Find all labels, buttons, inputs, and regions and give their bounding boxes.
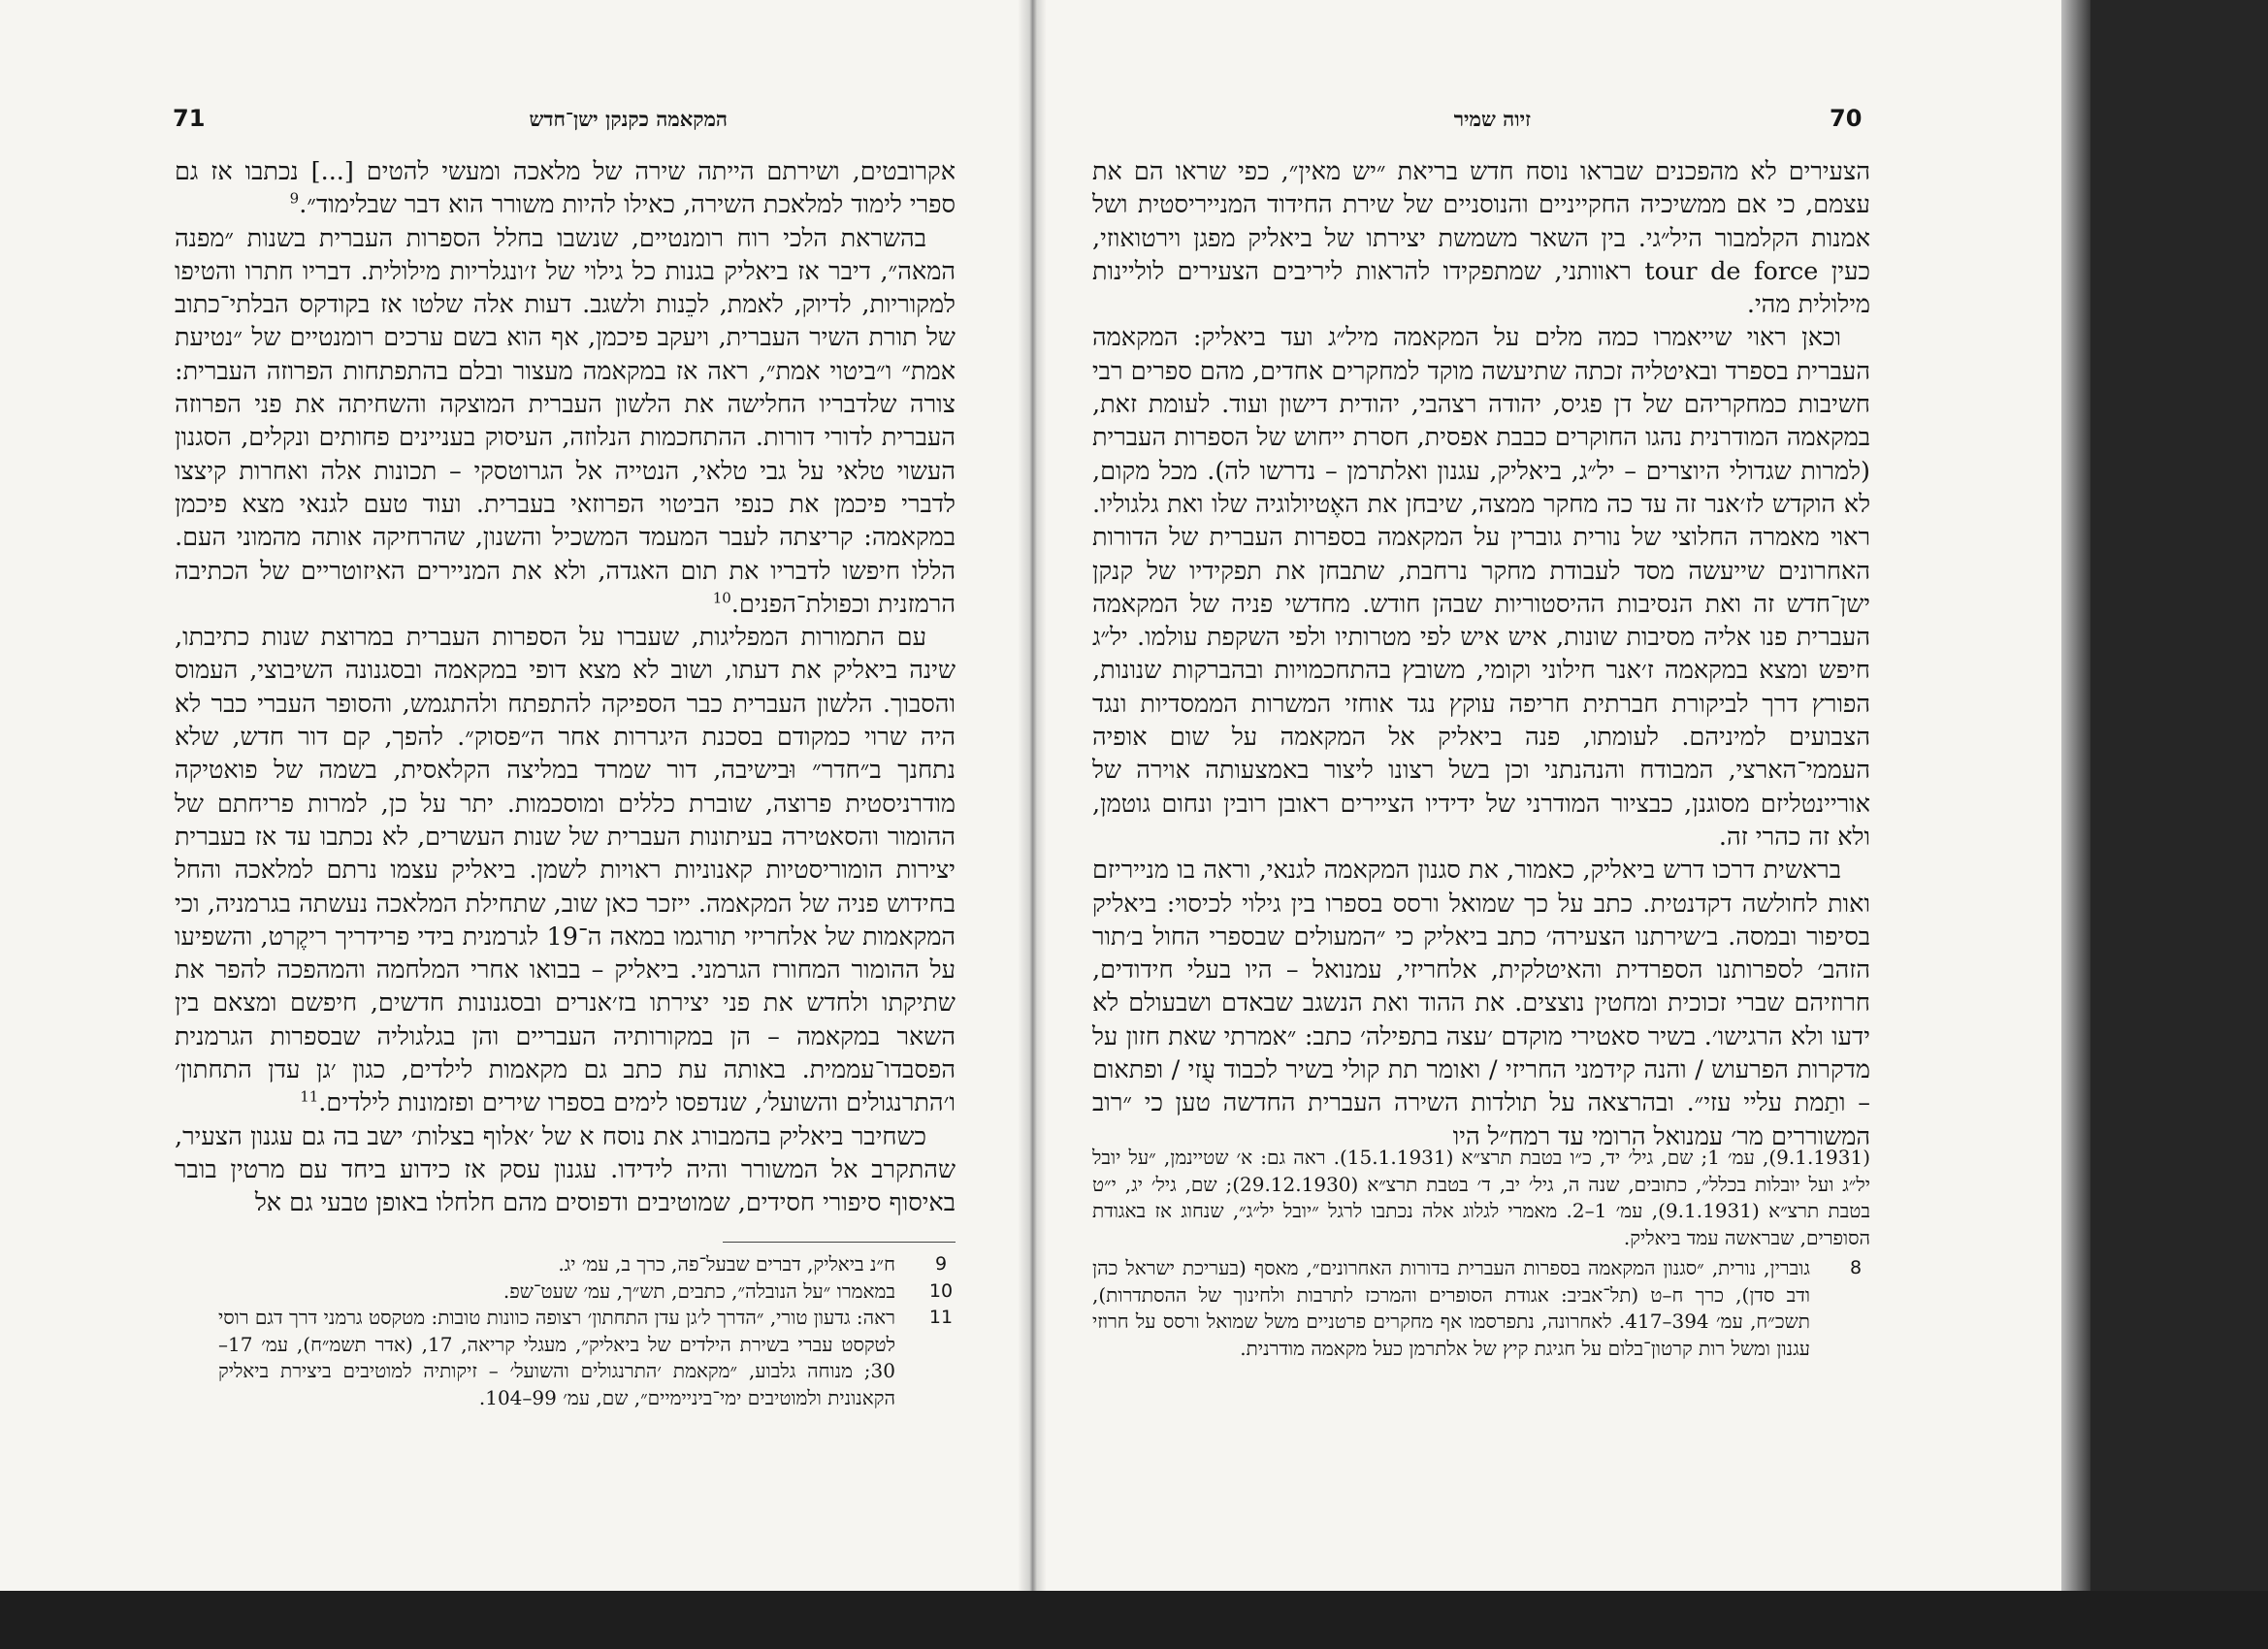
footnote-rule [723,1242,956,1243]
footnote-ref: 11 [300,1087,319,1106]
left-footnotes [218,1251,956,1421]
paragraph: כשחיבר ביאליק בהמבורג את נוסח א של ׳אלוף בצלות׳ ישב בה גם עגנון הצעיר, שהתקרב אל המשורר והיה לידידו. עגנון עסק אז כידוע ביחד עם מרטין בובר באיסוף סיפורי חסידים, שמוטיבים ודפוסים מהם חלחלו באופן טבעי גם אל [175,1121,956,1218]
footnote: 9 ח״נ ביאליק, דברים שבעל־פה, כרך ב, עמ׳ יג. [558,1252,948,1276]
scanner-edge [2061,0,2268,1591]
scanner-bottom-band [0,1591,2268,1649]
right-footnotes [1092,1145,1870,1426]
right-page [1046,0,2061,1591]
running-title: זיוה שמיר [1453,107,1531,131]
page-number: 70 [1830,105,1863,132]
footnote: 8 גוברין, נורית, ״סגנון המקאמה בספרות העברית בדורות האחרונים״, מאסף (בעריכת ישראל כהן ודב סדן), כרך ח–ט (תל־אביב: אגודת הסופרים והמרכז לתרבות ולחינוך של ההסתדרות), תשכ״ח, עמ׳ 394–417. לאחרונה, נתפרסמו אף מחקרים פרטניים משל שמואל ורסס על חרוזי עגנון ומשל רות קרטון־בלום על חגיגת קיץ של אלתרמן כעל מקאמה מודרנית. [1092,1256,1863,1360]
page-number: 71 [173,105,206,132]
left-page [0,0,1019,1591]
paragraph: בראשית דרכו דרש ביאליק, כאמור, את סגנון המקאמה לגנאי, וראה בו מנייריזם ואות לחולשה דקדנטית. כתב על כך שמואל ורסס בספרו בין גילוי לכיסוי: ביאליק בסיפור ובמסה. ב׳שירתנו הצעירה׳ כתב ביאליק כי ״המעולים שבספרי החול ב׳תור הזהב׳ לספרותנו הספרדית והאיטלקית, אלחריזי, עמנואל – היו בעלי חידודים, חרוזיהם שברי זכוכית ומחטין נוצצים. את ההוד ואת הנשגב שבאדם ושבעולם לא ידעו ולא הרגישו׳. בשיר סאטירי מוקדם ׳עצה בתפילה׳ כתב: ״אמרתי שאת חזון על מדקרות הפרעוש / והנה קידמני החריזי / ואומר תת קולי בשיר לכבוד עֻזי / ופתאום – ותַמת עליי עזי״. ובהרצאה על תולדות השירה העברית החדשה טען כי ״רוב המשוררים מר׳ עמנואל הרומי עד רמח״ל היו [1092,856,1870,1151]
footnote-ref: 10 [712,589,731,607]
footnote: 11 ראה: גדעון טורי, ״הדרך ל׳גן עדן התחתון׳ רצופה כוונות טובות: מטקסט גרמני דרך דגם רוסי לטקסט עברי בשירת הילדים של ביאליק״, מעגלי קריאה, 17, (אדר תשמ״ח), עמ׳ 17–30; מנוחה גלבוע, ״מקאמת ׳התרנגולים והשועל׳ – זיקותיה למוטיבים ביצירת ביאליק הקאנונית ולמוטיבים ימי־ביניימיים״, שם, עמ׳ 99–104. [218,1306,954,1409]
book-gutter [1019,0,1046,1591]
footnote-ref: 9 [289,189,300,208]
paragraph: אקרובטים, ושירתם הייתה שירה של מלאכה ומעשי להטים [...] נכתבו אז גם ספרי לימוד למלאכת השירה, כאילו להיות משורר הוא דבר שבלימוד״.$^9$ [175,157,956,220]
footnote-continuation: (9.1.1931), עמ׳ 1; שם, גיל׳ יד, כ״ו בטבת תרצ״א (15.1.1931). ראה גם: א׳ שטיינמן, ״על יובל יל״ג ועל יובלות בכלל״, כתובים, שנה ה, גיל׳ יב, ד׳ בטבת תרצ״א (29.12.1930); שם, גיל׳ יג, י״ט בטבת תרצ״א (9.1.1931), עמ׳ 1–2. מאמרי לגלוג אלה נכתבו לרגל ״יובל יל״ג״, שנחוג אז באגודת הסופרים, שבראשה עמד ביאליק. [1092,1146,1871,1249]
footnote: 10 במאמרו ״על הנובלה״, כתבים, תש״ך, עמ׳ שעט־שפ. [502,1278,954,1303]
left-body-text [175,155,956,1222]
running-title: המקאמה כקנקן ישן־חדש [529,107,728,131]
paragraph: הצעירים לא מהפכנים שבראו נוסח חדש בריאת ״יש מאין״, כפי שראו הם את עצמם, כי אם ממשיכיה החקייניים והנוסניים של שירת החידוד המנייריסטית ושל אמנות הקלמבור היל״גי. בין השאר משמשת יצירתו של ביאליק מפגן וירטואוזי, כעין tour de force ראוותני, שמתפקידו להראות ליריבים הצעירים לוליינות מילולית מהי. [1092,157,1870,320]
paragraph: וכאן ראוי שייאמרו כמה מלים על המקאמה מיל״ג ועד ביאליק: המקאמה העברית בספרד ובאיטליה זכתה שתיעשה מוקד למחקרים אחדים, מהם ספרים רבי חשיבות כמחקריהם של דן פגיס, יהודה רצהבי, יהודית דישון ועוד. לעומת זאת, במקאמה המודרנית נהגו החוקרים כבבת אפסית, חסרת ייחוש של הספרות העברית (למרות שגדולי היוצרים – יל״ג, ביאליק, עגנון ואלתרמן – נדרשו לה). מכל מקום, לא הוקדש לז׳אנר זה עד כה מחקר ממצה, שיבחן את האֶטיולוגיה שלו ואת גלגוליו. ראוי מאמרה החלוצי של נורית גוברין על המקאמה בספרות העברית של הדורות האחרונים שייעשה מסד לעבודת מחקר נרחבת, שתבחן את תפקידיו של קנקן ישן־חדש זה ואת הנסיבות ההיסטוריות שבהן חודש. מחדשי פניה של המקאמה העברית פנו אליה מסיבות שונות, איש איש לפי מטרותיו ולפי השקפת עולמו. יל״ג חיפש ומצא במקאמה ז׳אנר חילוני וקומי, משובץ בהתחכמויות ובהברקות שנונות, הפורץ דרך לביקורת חברתית חריפה עוקץ נגד אוחזי המשרות הממסדיות ונגד הצבועים למיניהם. לעומתו, פנה ביאליק אל המקאמה על שום אופיה העממי־הארצי, המבודח והנהנתני וכן בשל רצונו ליצור באמצעותה אוירה של אוריינטליזם מסוגנן, כבציור המודרני של ידידיו הציירים ראובן רובין ונחום גוטמן, ולא זה כהרי זה. [1092,323,1870,852]
paragraph: עם התמורות המפליגות, שעברו על הספרות העברית במרוצת שנות כתיבתו, שינה ביאליק את דעתו, ושוב לא מצא דופי במקאמה ובסגנונה השיבוצי, העמוס והסבוך. הלשון העברית כבר הספיקה להתפתח ולהתגמש, והסופר העברי כבר לא היה שרוי כמקודם בסכנת היגררות אחר ה״פסוק״. להפך, קם דור חדש, שלא נתחנך ב״חדר״ וּבישיבה, דור שמרד במליצה הקלאסית, בשמה של פואטיקה מודרניסטית פרוצה, שוברת כללים ומוסכמות. יתר על כן, למרות פריחתם של ההומור והסאטירה בעיתונות העברית של שנות העשרים, לא נכתבו עד אז בעברית יצירות הומוריסטיות קאנוניות ראויות לשמן. ביאליק עצמו נרתם למלאכה והחל בחידוש פניה של המקאמה. ייזכר כאן שוב, שתחילת המלאכה נעשתה בגרמניה, וכי המקאמות של אלחריזי תורגמו במאה ה־19 לגרמנית בידי פרידריך ריקֶרט, והשפיעו על ההומור המחורז הגרמני. ביאליק – בבואו אחרי המלחמה והמהפכה להפר את שתיקתו ולחדש את פני יצירתו בז׳אנרים ובסגנונות חדשים, חיפשם ומצאם בין השאר במקאמה – הן במקורותיה העבריים והן בגלגוליה שבספרות הגרמנית הפסבדו־עממית. באותה עת כתב גם מקאמות לילדים, כגון ׳גן עדן התחתון׳ ו׳התרנגולים והשועל׳, שנדפסו לימים בספרו שירים ופזמונות לילדים.$^{11}$ [175,623,956,1118]
paragraph: בהשראת הלכי רוח רומנטיים, שנשבו בחלל הספרות העברית בשנות ״מפנה המאה״, דיבר אז ביאליק בגנות כל גילוי של ז׳ונגלריות מילולית. דבריו חתרו והטיפו למקוריות, לדיוק, לאמת, לכֵנות ולשגב. דעות אלה שלטו אז בקודקס הבלתי־כתוב של תורת השיר העברית, ויעקב פיכמן, אף הוא בשם ערכים רומנטיים של ״נטיעת אמת״ ו״ביטוי אמת״, ראה אז במקאמה מעצור ובלם בהתפתחות הפרוזה העברית: צורה שלדבריו החלישה את הלשון העברית המוצקה והשחיתה את פני הפרוזה העברית לדורי דורות. ההתחכמות הנלוזה, העיסוק בעניינים פחותים ונקלים, הסגנון העשוי טלאי על גבי טלאי, הנטייה אל הגרוטסקי – תכונות אלה ואחרות קיצצו לדברי פיכמן את כנפי הביטוי הפרוזאי בעברית. ועוד טעם לגנאי מצא פיכמן במקאמה: קריצתה לעבר המעמד המשכיל והשנון, שהרחיקה אותה מהמוני העם. הללו חיפשו לדבריו את תום האגדה, ולא את המניירים האיזוטריים של הכתיבה הרמזנית וכפולת־הפנים.$^{10}$ [175,223,956,619]
right-body-text [1092,155,1870,1151]
